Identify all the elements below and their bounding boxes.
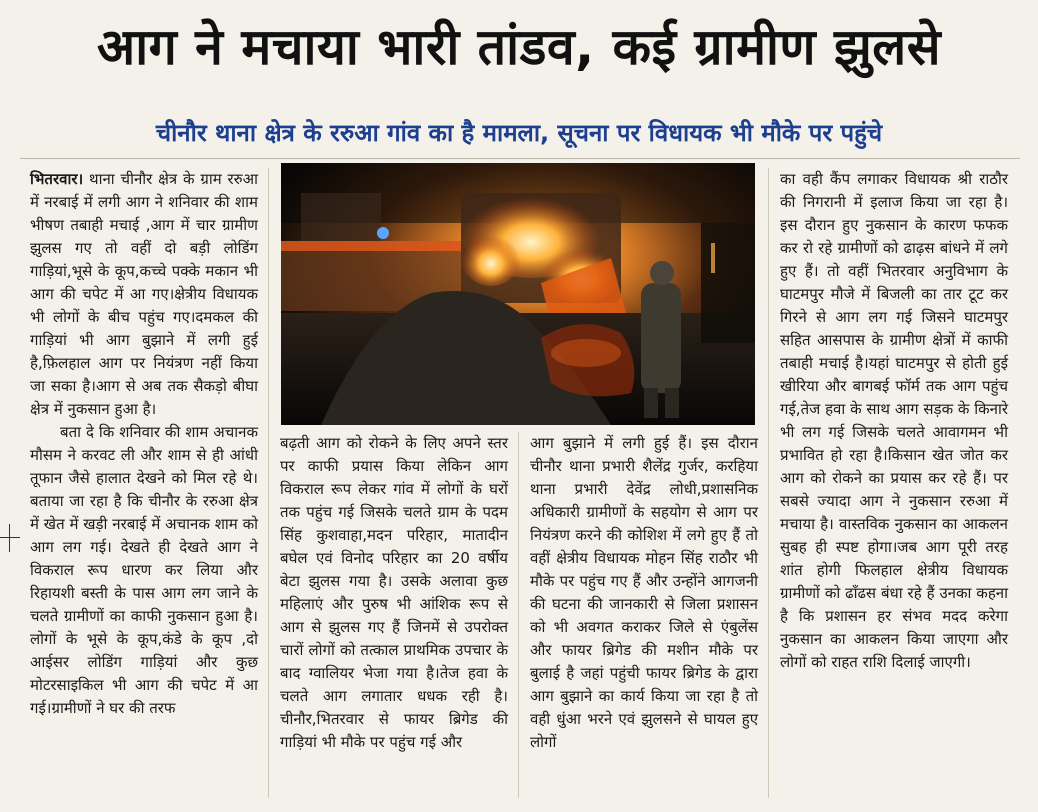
article-column-1 [30, 168, 258, 808]
article-column-3 [530, 432, 758, 808]
paragraph-1-text: थाना चीनौर क्षेत्र के ग्राम ररुआ में नरबाई में लगी आग ने शनिवार की शाम भीषण तबाही मचाई ,आग में चार ग्रामीण झुलस गए तो वहीं दो बड़ी लोडिंग गाड़ियां,भूसे के कूप,कच्चे पक्के मकान भी आग की चपेट में आ गए।क्षेत्रीय विधायक भी लोगों के बीच पहुंच गए।दमकल की गाड़ियां भी आग बुझाने में लगी हुई है,फ़िलहाल आग पर नियंत्रण नहीं किया जा सका है।आग से अब तक सैकड़ो बीघा क्षेत्र में नुकसान हुआ है। [30, 170, 258, 418]
column-divider [268, 168, 269, 798]
crop-mark [0, 537, 20, 538]
article-paragraph-2: बता दे कि शनिवार की शाम अचानक मौसम ने करवट ली और शाम से ही आंधी तूफान जैसे हालात देखने को मिल रहे थे।बताया जा रहा है कि चीनौर के ररुआ क्षेत्र में खेत में खड़ी नरबाई में अचानक शाम को आग लग गई। देखते ही देखते आग ने विकराल रूप धारण कर लिया और रिहायशी बस्ती के पास आग लग जाने के चलते ग्रामीणों का काफी नुकसान हुआ है। लोगों के भूसे के कूप,कंडे के कूप ,दो आईसर लोडिंग गाड़ियां और कुछ मोटरसाइकिल भी आग की चपेट में आ गई।ग्रामीणों ने घर की तरफ [30, 423, 258, 717]
article-column-2 [280, 432, 508, 808]
fire-scene-illustration [281, 163, 755, 425]
header-rule [20, 158, 1020, 159]
article-paragraph-5: का वही कैंप लगाकर विधायक श्री राठौर की निगरानी में इलाज किया जा रहा है। इस दौरान हुए नुकसान के कारण फफक कर रो रहे ग्रामीणों को ढाढ़स बांधने में लगे हुए हैं। तो वहीं भितरवार अनुविभाग के घाटमपुर मौजे में बिजली का तार टूट कर गिरने से आग लग गई जिसने घाटमपुर सहित आसपास के ग्रामीण क्षेत्रों में काफी तबाही मचाई है।यहां घाटमपुर से होती हुई खीरिया और बागबई फॉर्म तक आग पहुंच गई,तेज हवा के साथ आग सड़क के किनारे भी लग गई जिसके चलते आवागमन भी प्रभावित हो रहा है।किसान खेत जोत कर आग को रोकने का प्रयास कर रहे हैं। पर सबसे ज्यादा आग ने नुकसान ररुआ में मचाया है। वास्तविक नुकसान का आकलन सुबह ही स्पष्ट होगा।जब आग पूरी तरह शांत होगी फिलहाल क्षेत्रीय विधायक ग्रामीणों को ढाँढस बंधा रहे हैं उनका कहना है कि प्रशासन हर संभव मदद करेगा नुकसान का आकलन किया जाएगा और लोगों को राहत राशि दिलाई जाएगी। [780, 170, 1008, 671]
article-paragraph-3: बढ़ती आग को रोकने के लिए अपने स्तर पर काफी प्रयास किया लेकिन आग विकराल रूप लेकर गांव में लोगों के घरों तक पहुंच गई जिसके चलते ग्राम के पदम सिंह कुशवाहा,मदन परिहार, मातादीन बघेल एवं विनोद परिहार का 20 वर्षीय बेटा झुलस गया है। उसके अलावा कुछ महिलाएं और पुरुष भी आंशिक रूप से आग से झुलस गए हैं जिनमें से उपरोक्त चारों लोगों को तत्काल प्राथमिक उपचार के बाद ग्वालियर भेजा गया है।तेज हवा के चलते आग लगातार धधक रही है।चीनौर,भितरवार से फायर ब्रिगेड की गाड़ियां भी मौके पर पहुंच गई और [280, 434, 508, 751]
column-divider [518, 432, 519, 798]
article-paragraph-4: आग बुझाने में लगी हुई हैं। इस दौरान चीनौर थाना प्रभारी शैलेंद्र गुर्जर, करहिया थाना प्रभारी देवेंद्र लोधी,प्रशासनिक अधिकारी ग्रामीणों के सहयोग से आग पर नियंत्रण करने की कोशिश में लगे हुए हैं तो वहीं क्षेत्रीय विधायक मोहन सिंह राठौर भी मौके पर पहुंच गए हैं और उन्होंने आगजनी की घटना की जानकारी से जिला प्रशासन को भी अवगत कराकर जिले से एंबुलेंस और फायर ब्रिगेड की मशीन मौके पर बुलाई है जहां पहुंची फायर ब्रिगेड के द्वारा आग बुझाने का कार्य किया जा रहा है तो वही धुंआ भरने एवं झुलसने से घायल हुए लोगों [530, 434, 758, 751]
dateline: भितरवार। [30, 170, 84, 188]
article-paragraph-1 [30, 168, 258, 421]
article-subheadline: चीनौर थाना क्षेत्र के ररुआ गांव का है मामला, सूचना पर विधायक भी मौके पर पहुंचे [155, 119, 883, 147]
column-divider [768, 168, 769, 798]
article-headline: आग ने मचाया भारी तांडव, कई ग्रामीण झुलसे [97, 18, 941, 76]
article-column-4 [780, 168, 1008, 808]
crop-mark-vertical [9, 524, 10, 552]
news-photo-fire [281, 163, 755, 425]
